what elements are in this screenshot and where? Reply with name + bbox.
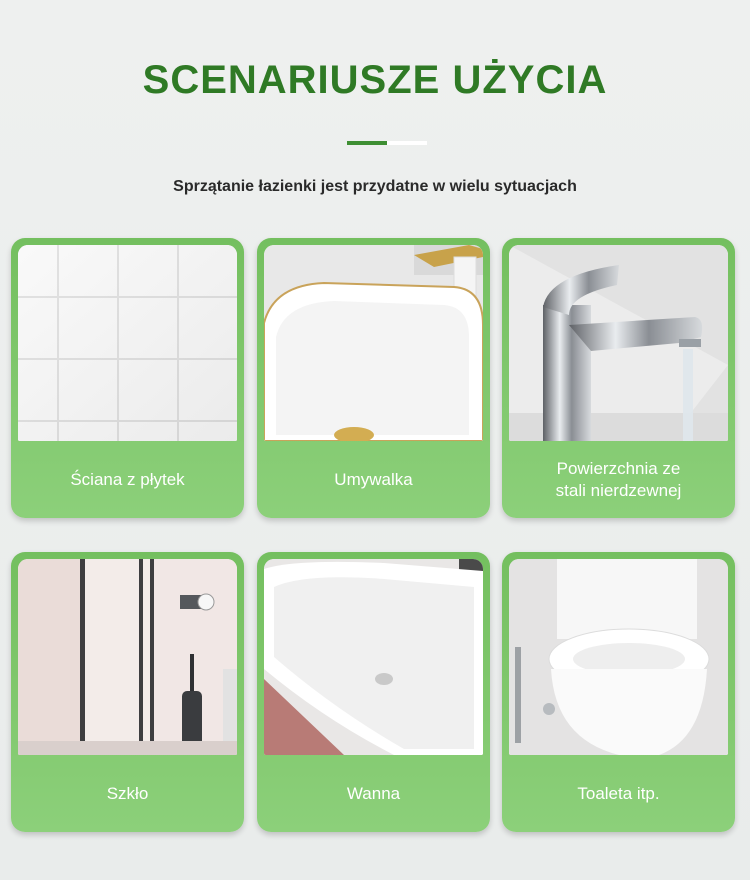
card-washbasin: [257, 238, 490, 518]
card-label: Umywalka: [334, 469, 413, 489]
tile-wall-image: [18, 245, 237, 441]
title-divider: [347, 141, 427, 145]
card-label: Powierzchnia ze stali nierdzewnej: [555, 458, 682, 500]
card-glass: [11, 552, 244, 832]
stainless-faucet-image: [509, 245, 728, 441]
card-label: Szkło: [106, 783, 149, 803]
glass-shower-image: [18, 559, 237, 755]
card-toilet: [502, 552, 735, 832]
bathtub-image: [264, 559, 483, 755]
card-bathtub: [257, 552, 490, 832]
card-tile-wall: [11, 238, 244, 518]
card-stainless-steel: [502, 238, 735, 518]
card-label: Wanna: [346, 783, 401, 803]
card-label: Toaleta itp.: [577, 783, 660, 803]
page-title: SCENARIUSZE UŻYCIA: [142, 58, 608, 102]
toilet-image: [509, 559, 728, 755]
card-label: Ściana z płytek: [70, 469, 185, 489]
washbasin-image: [264, 245, 483, 441]
page-subtitle: Sprzątanie łazienki jest przydatne w wielu sytuacjach: [173, 178, 577, 195]
